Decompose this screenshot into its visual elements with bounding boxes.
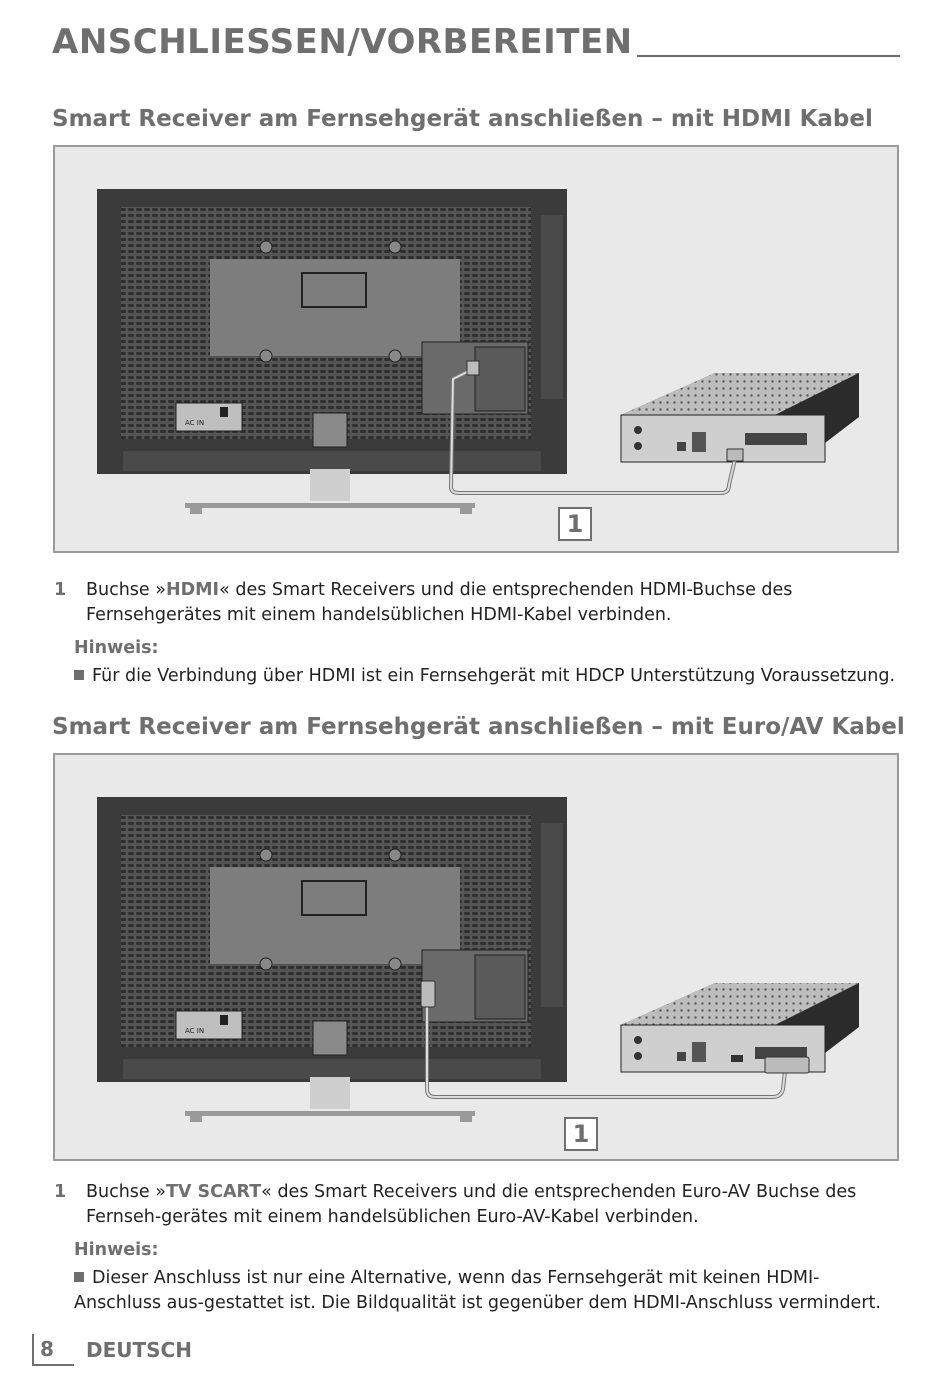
page-title: ANSCHLIESSEN/VORBEREITEN	[52, 22, 637, 62]
step-text: Buchse »TV SCART« des Smart Receivers und die entsprechenden Euro-AV Buchse des Fernseh-gerätes mit einem handelsüblichen Euro-AV-Kabel verbinden.	[86, 1182, 857, 1227]
page-number: 8	[40, 1337, 54, 1361]
step-number: 1	[54, 1182, 67, 1202]
footer-language: DEUTSCH	[86, 1338, 192, 1362]
euroav-diagram	[55, 755, 899, 1161]
figure-hdmi-connection	[53, 145, 899, 553]
page-footer	[32, 1334, 332, 1366]
callout-1-euroav: 1	[564, 1117, 598, 1151]
note-label-euroav: Hinweis:	[74, 1240, 159, 1260]
step-text: Buchse »HDMI« des Smart Receivers und die entsprechenden HDMI-Buchse des Fernsehgerätes mit einem handelsüblichen HDMI-Kabel verbinden.	[86, 580, 793, 625]
receiver-box	[621, 983, 859, 1072]
step-number: 1	[54, 580, 67, 600]
step-highlight: HDMI	[165, 580, 220, 600]
section-euroav-subtitle: Smart Receiver am Fernsehgerät anschließen – mit Euro/AV Kabel	[52, 714, 905, 740]
tv-back	[97, 189, 567, 514]
page-heading	[52, 22, 900, 66]
note-item-hdmi: Für die Verbindung über HDMI ist ein Fernsehgerät mit HDCP Unterstützung Voraussetzung.	[74, 664, 902, 689]
bullet-square-icon	[74, 1272, 84, 1282]
figure-euroav-connection	[53, 753, 899, 1161]
section-hdmi-subtitle: Smart Receiver am Fernsehgerät anschließen – mit HDMI Kabel	[52, 106, 873, 132]
bullet-square-icon	[74, 670, 84, 680]
note-item-euroav: Dieser Anschluss ist nur eine Alternative, wenn das Fernsehgerät mit keinen HDMI-Anschluss aus-gestattet ist. Die Bildqualität ist gegenüber dem HDMI-Anschluss vermindert.	[74, 1268, 881, 1313]
callout-1-hdmi: 1	[558, 507, 592, 541]
tv-back	[97, 797, 567, 1122]
ac-in-label: AC IN	[185, 1027, 205, 1035]
note-label-hdmi: Hinweis:	[74, 638, 159, 658]
step-highlight: TV SCART	[165, 1182, 262, 1202]
hdmi-diagram	[55, 147, 899, 553]
ac-in-label: AC IN	[185, 419, 205, 427]
